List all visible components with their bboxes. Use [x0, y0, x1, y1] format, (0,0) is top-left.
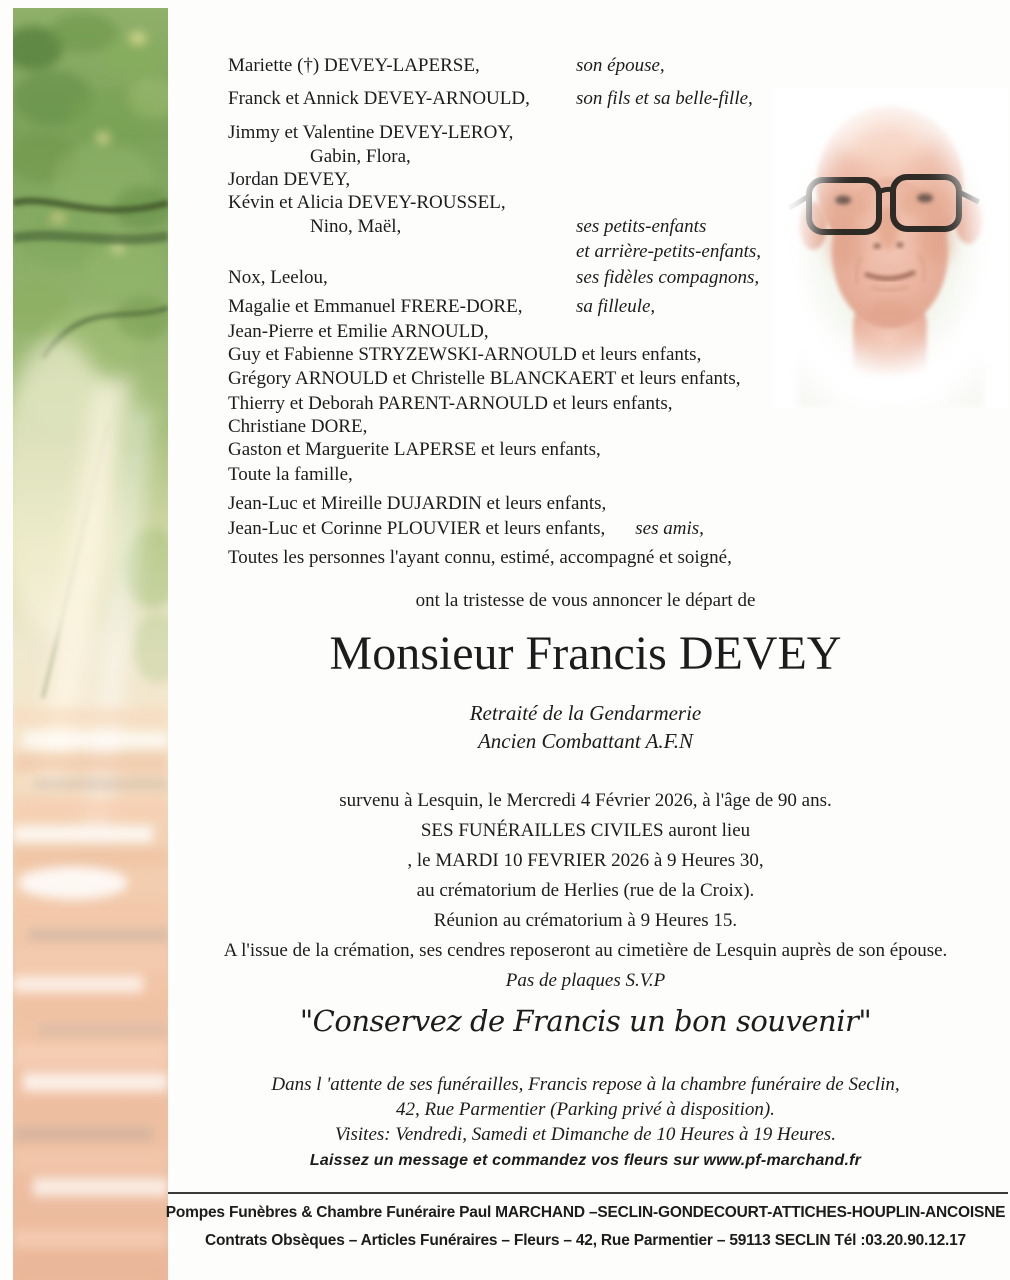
family-row — [228, 392, 848, 415]
funeral-detail-line: survenu à Lesquin, le Mercredi 4 Février 2026, à l'âge de 90 ans. — [339, 790, 832, 811]
funeral-detail-line: Réunion au crématorium à 9 Heures 15. — [433, 910, 738, 931]
funeral-detail-line: SES FUNÉRAILLES CIVILES auront lieu — [420, 820, 751, 841]
family-row — [228, 463, 848, 486]
family-name: Toute la famille, — [228, 464, 353, 485]
repose-line: 42, Rue Parmentier (Parking privé à disposition). — [396, 1099, 775, 1120]
family-row — [228, 240, 848, 263]
flowers-message-line: Laissez un message et commandez vos fleurs sur www.pf-marchand.fr — [309, 1152, 862, 1169]
family-row — [228, 492, 848, 515]
nature-strip-photo — [13, 8, 168, 1280]
family-row — [228, 145, 848, 168]
family-row — [228, 546, 848, 569]
family-row — [228, 87, 848, 110]
family-row — [228, 215, 848, 238]
family-row — [228, 415, 848, 438]
family-row — [228, 320, 848, 343]
family-row — [228, 54, 848, 77]
funeral-detail-line: au crématorium de Herlies (rue de la Croix). — [416, 880, 755, 901]
family-name: Magalie et Emmanuel FRERE-DORE, — [228, 296, 523, 317]
family-name: Christiane DORE, — [228, 416, 368, 437]
family-relation: et arrière-petits-enfants, — [576, 241, 762, 262]
deceased-subtitle-combattant: Ancien Combattant A.F.N — [477, 729, 694, 753]
memorial-quote: "Conservez de Francis un bon souvenir" — [299, 1004, 872, 1038]
family-row — [228, 343, 848, 366]
family-row — [228, 517, 848, 540]
family-name: Thierry et Deborah PARENT-ARNOULD et leurs enfants, — [228, 393, 673, 414]
family-name: Guy et Fabienne STRYZEWSKI-ARNOULD et leurs enfants, — [228, 344, 702, 365]
family-row — [228, 295, 848, 318]
family-relation: son épouse, — [576, 55, 665, 76]
family-row — [228, 266, 848, 289]
nature-strip-image — [13, 8, 168, 1280]
footer-services-line: Contrats Obsèques – Articles Funéraires – Fleurs – 42, Rue Parmentier – 59113 SECLIN Tél :03.20.90.12.17 — [205, 1232, 966, 1249]
family-row — [228, 438, 848, 461]
footer-funeral-home-line: Pompes Funèbres & Chambre Funéraire Paul MARCHAND –SECLIN-GONDECOURT-ATTICHES-HOUPLIN-ANCOISNE — [165, 1204, 1006, 1221]
family-name: Nino, Maël, — [310, 216, 402, 237]
family-relation: sa filleule, — [576, 296, 656, 317]
funeral-detail-line: A l'issue de la crémation, ses cendres reposeront au cimetière de Lesquin auprès de son épouse. — [223, 940, 948, 961]
family-name: Mariette (†) DEVEY-LAPERSE, — [228, 55, 480, 76]
family-name: Jean-Luc et Mireille DUJARDIN et leurs enfants, — [228, 493, 607, 514]
funeral-detail-line: , le MARDI 10 FEVRIER 2026 à 9 Heures 30, — [407, 850, 764, 871]
family-name: Jean-Luc et Corinne PLOUVIER et leurs enfants, — [228, 518, 606, 539]
family-name: Grégory ARNOULD et Christelle BLANCKAERT et leurs enfants, — [228, 368, 741, 389]
family-name: Gabin, Flora, — [310, 146, 411, 167]
family-relation: ses petits-enfants — [576, 216, 707, 237]
family-list — [228, 54, 848, 569]
family-row — [228, 121, 848, 144]
repose-info — [163, 1072, 1008, 1147]
family-relation: son fils et sa belle-fille, — [576, 88, 753, 109]
family-row — [228, 191, 848, 214]
family-name: Jordan DEVEY, — [228, 169, 351, 190]
repose-line: Visites: Vendredi, Samedi et Dimanche de 10 Heures à 19 Heures. — [335, 1124, 836, 1145]
announcement-intro: ont la tristesse de vous annoncer le départ de — [415, 590, 756, 611]
deceased-subtitle-gendarmerie: Retraité de la Gendarmerie — [469, 701, 702, 725]
deceased-name-title: Monsieur Francis DEVEY — [329, 627, 842, 680]
family-name: Nox, Leelou, — [228, 267, 328, 288]
family-row — [228, 168, 848, 191]
family-name: Toutes les personnes l'ayant connu, estimé, accompagné et soigné, — [228, 547, 732, 568]
family-relation: ses fidèles compagnons, — [576, 267, 760, 288]
family-name: Franck et Annick DEVEY-ARNOULD, — [228, 88, 530, 109]
family-name: Jean-Pierre et Emilie ARNOULD, — [228, 321, 489, 342]
footer-divider — [168, 1192, 1008, 1194]
family-relation: ses amis, — [635, 518, 704, 539]
funeral-details — [163, 786, 1008, 996]
repose-line: Dans l 'attente de ses funérailles, Francis repose à la chambre funéraire de Seclin, — [271, 1074, 900, 1095]
funeral-detail-line: Pas de plaques S.V.P — [505, 970, 666, 991]
family-name: Jimmy et Valentine DEVEY-LEROY, — [228, 122, 514, 143]
family-name: Kévin et Alicia DEVEY-ROUSSEL, — [228, 192, 506, 213]
family-name: Gaston et Marguerite LAPERSE et leurs enfants, — [228, 439, 601, 460]
family-row — [228, 367, 848, 390]
